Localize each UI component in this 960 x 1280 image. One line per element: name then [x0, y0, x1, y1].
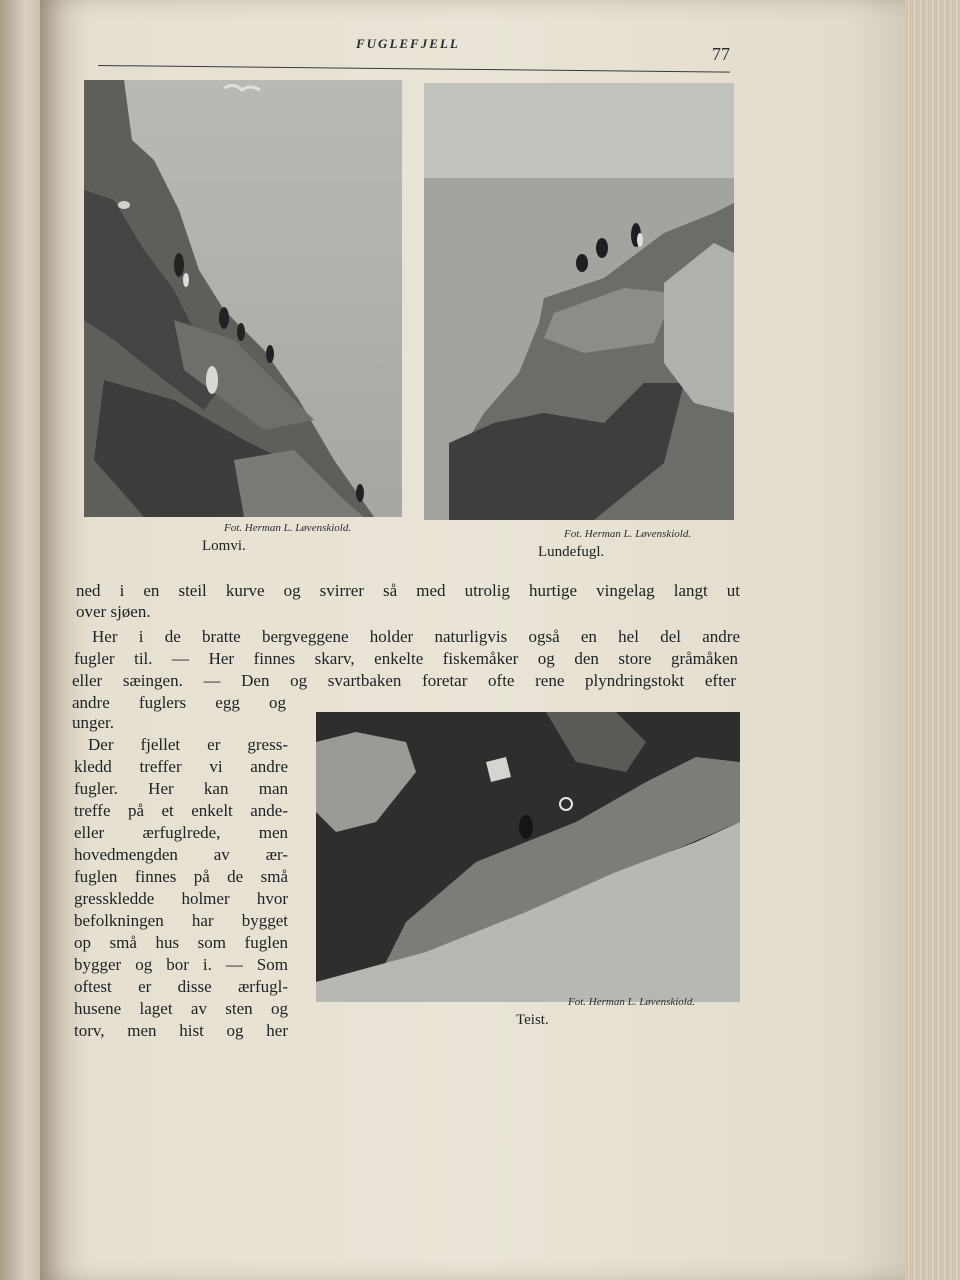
column-line-3: Der fjellet er gress- [88, 735, 288, 754]
column-line-5: fugler. Her kan man [74, 779, 288, 798]
text-line-3: Her i de bratte bergveggene holder naturligvis også en hel del andre [92, 627, 740, 646]
column-line-13: bygger og bor i. — Som [74, 955, 288, 974]
column-line-4: kledd treffer vi andre [74, 757, 288, 776]
photo-teist [316, 712, 740, 1002]
photo-credit-teist: Fot. Herman L. Løvenskiold. [568, 996, 696, 1008]
page-stack-edges [905, 0, 960, 1280]
photo-credit-lundefugl: Fot. Herman L. Løvenskiold. [564, 528, 692, 540]
column-line-16: torv, men hist og her [74, 1021, 288, 1040]
text-line-5: eller sæingen. — Den og svartbaken foretar ofte rene plyndringstokt efter [72, 671, 736, 690]
column-line-11: befolkningen har bygget [74, 911, 288, 930]
photo-lundefugl [424, 83, 734, 520]
page-number: 77 [712, 44, 730, 64]
text-line-1: ned i en steil kurve og svirrer så med utrolig hurtige vingelag langt ut [76, 581, 740, 600]
column-line-8: hovedmengden av ær- [74, 845, 288, 864]
column-line-14: oftest er disse ærfugl- [74, 977, 288, 996]
photo-credit-lomvi: Fot. Herman L. Løvenskiold. [224, 522, 352, 534]
caption-teist: Teist. [516, 1012, 549, 1028]
column-line-1: andre fuglers egg og [72, 693, 286, 712]
column-line-10: gresskledde holmer hvor [74, 889, 288, 908]
column-line-15: husene laget av sten og [74, 999, 288, 1018]
text-line-4: fugler til. — Her finnes skarv, enkelte fiskemåker og den store gråmåken [74, 649, 738, 668]
column-line-6: treffe på et enkelt ande- [74, 801, 288, 820]
caption-lundefugl: Lundefugl. [538, 544, 605, 560]
column-line-2: unger. [72, 713, 115, 732]
column-line-9: fuglen finnes på de små [74, 867, 288, 886]
running-title: FUGLEFJELL [356, 36, 460, 51]
column-line-7: eller ærfuglrede, men [74, 823, 288, 842]
caption-lomvi: Lomvi. [202, 538, 246, 554]
column-line-12: op små hus som fuglen [74, 933, 288, 952]
text-line-2: over sjøen. [76, 602, 151, 621]
photo-lomvi [84, 80, 402, 517]
